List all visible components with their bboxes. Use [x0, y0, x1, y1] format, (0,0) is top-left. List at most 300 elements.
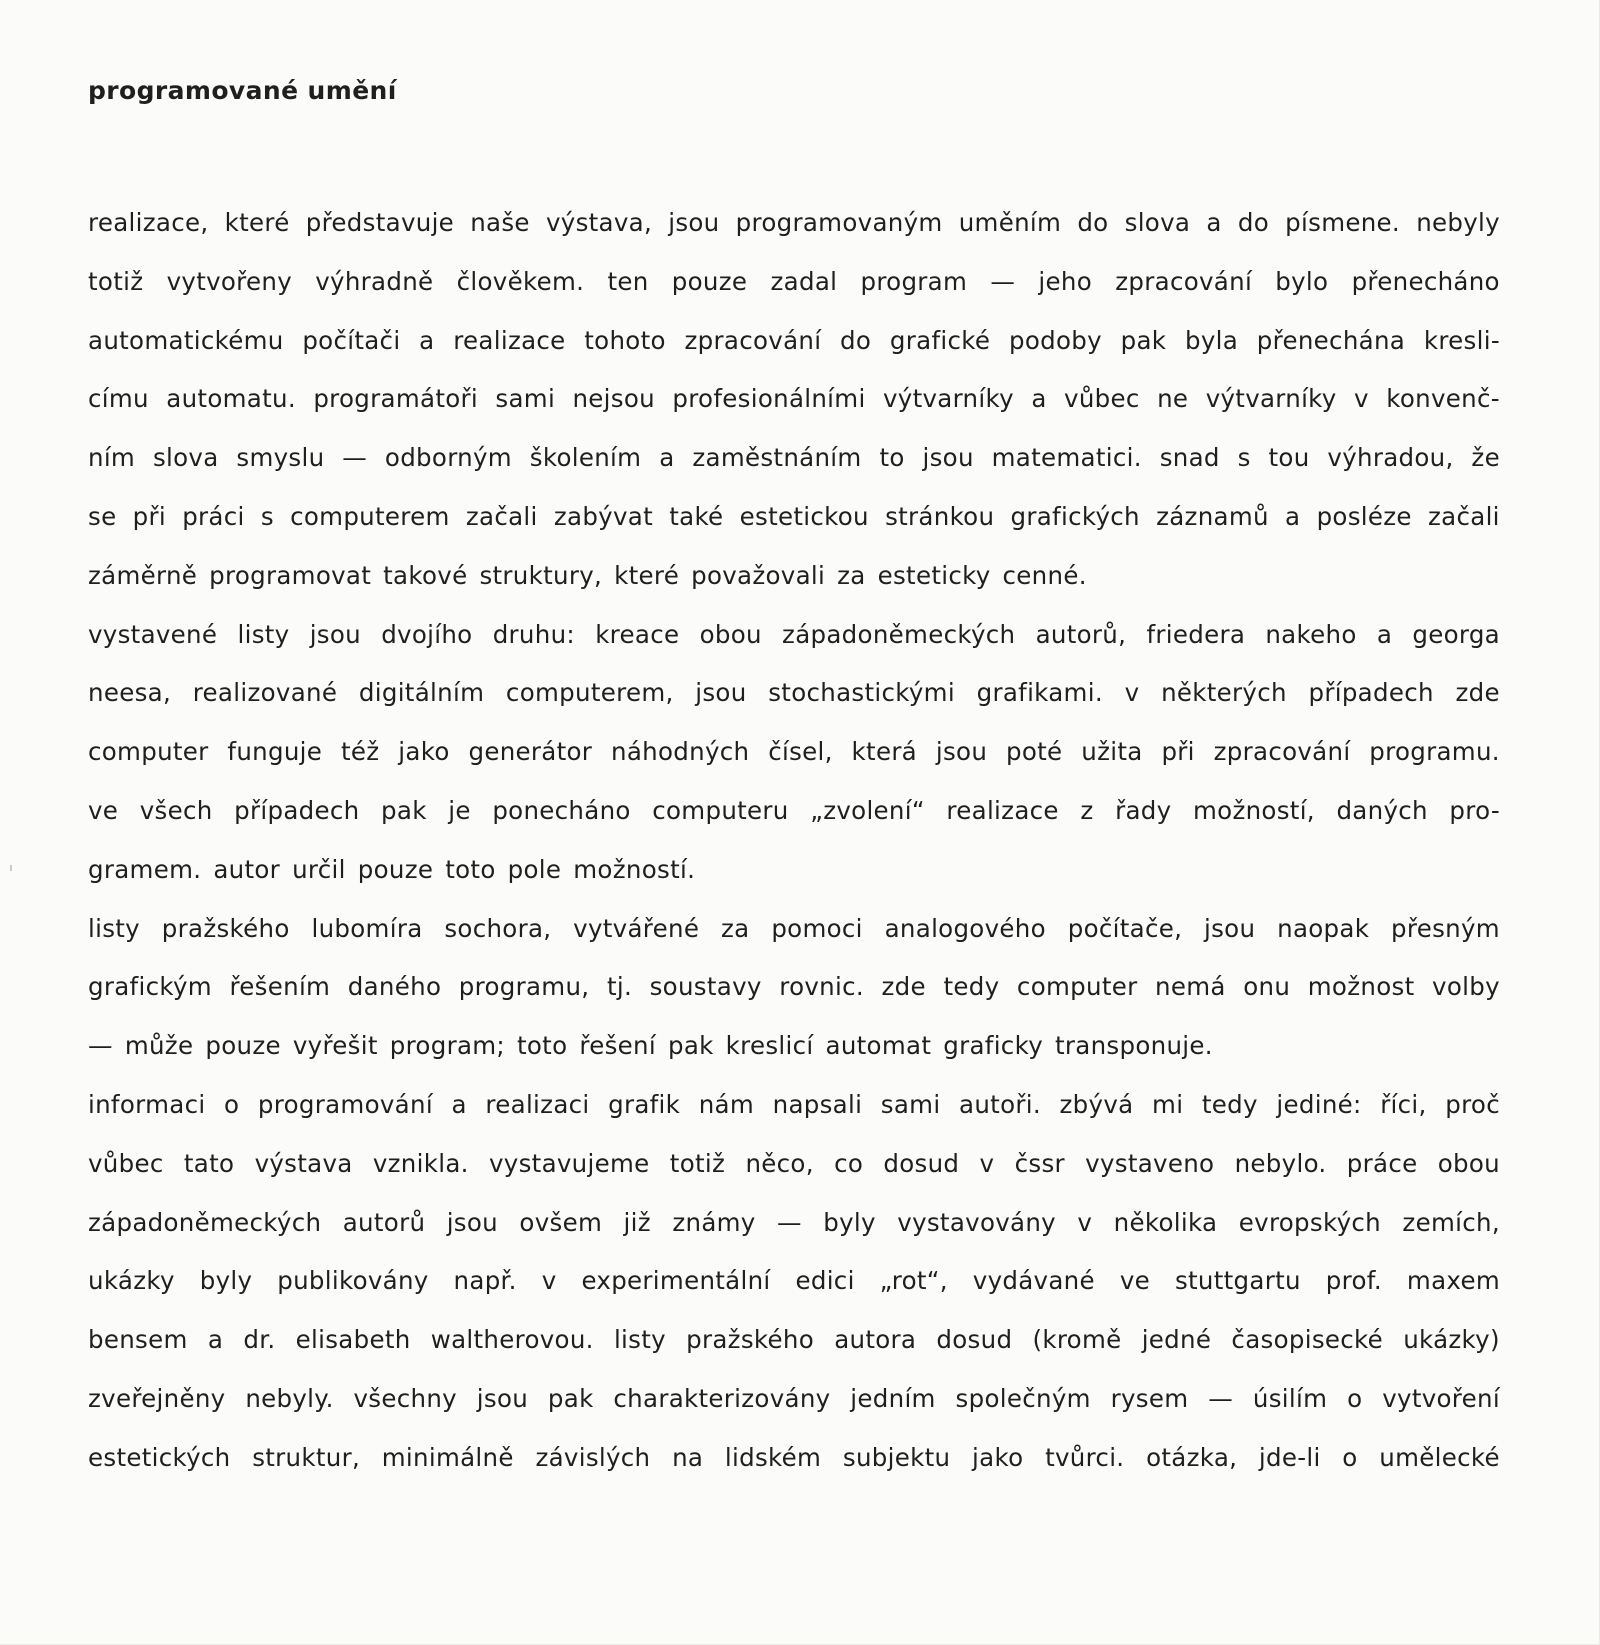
text-line — [88, 958, 1500, 1017]
word: vůbec — [1064, 384, 1140, 414]
word: vyřešit — [292, 1031, 378, 1061]
word: — — [777, 1207, 802, 1237]
text-line — [88, 1311, 1500, 1370]
word: počítače, — [1067, 913, 1183, 943]
word: snad — [1159, 443, 1220, 473]
word: waltherovou. — [430, 1325, 594, 1355]
word: ne — [1157, 384, 1189, 414]
word: případech — [1308, 678, 1434, 708]
word: toto — [445, 854, 496, 884]
word: např. — [453, 1266, 517, 1296]
word: rovnic. — [779, 972, 864, 1002]
word: nebyly — [1416, 208, 1500, 237]
word: elisabeth — [295, 1325, 411, 1355]
word: autor — [213, 854, 281, 884]
word: že — [1471, 443, 1500, 473]
word: „zvolení“ — [810, 795, 925, 825]
text-line — [88, 547, 1500, 606]
word: při — [1161, 737, 1195, 767]
word: naše — [470, 208, 530, 237]
word: realizované — [192, 678, 338, 708]
word: pak — [381, 795, 427, 825]
word: stuttgartu — [1174, 1266, 1301, 1296]
word: člověkem. — [456, 266, 585, 296]
word: grafik — [608, 1089, 681, 1119]
word: v — [541, 1266, 557, 1296]
word: smyslu — [236, 443, 325, 473]
word: pole — [507, 854, 562, 884]
word: druhu: — [492, 619, 575, 649]
word: za — [837, 560, 866, 590]
word: struktur, — [252, 1442, 361, 1472]
word: závislých — [535, 1442, 651, 1472]
word: proč — [1445, 1089, 1500, 1119]
word: odborným — [384, 443, 512, 473]
word: realizace — [453, 325, 566, 355]
word: slova — [1124, 208, 1191, 237]
word: jedním — [850, 1383, 936, 1413]
word: a — [207, 1325, 224, 1355]
text-line — [88, 1135, 1500, 1194]
text-line — [88, 606, 1500, 665]
word: autora — [834, 1325, 917, 1355]
word: stránkou — [885, 501, 995, 531]
word: graficky — [943, 1031, 1043, 1061]
word: kresli- — [1423, 325, 1500, 355]
word: konvenč- — [1386, 384, 1500, 414]
word: pak — [1120, 325, 1167, 355]
word: západoněmeckých — [88, 1207, 322, 1237]
page-title: programované umění — [88, 76, 397, 105]
word: též — [341, 737, 380, 767]
word: písmene. — [1285, 208, 1401, 237]
word: do — [840, 325, 872, 355]
word: ním — [88, 443, 136, 473]
word: zveřejněny — [88, 1383, 226, 1413]
word: výtvarníky — [882, 384, 1014, 414]
word: bylo — [1275, 266, 1329, 296]
word: — — [88, 1031, 113, 1061]
word: a — [451, 1089, 467, 1119]
word: představuje — [305, 208, 455, 237]
word: zpracování — [684, 325, 822, 355]
word: címu — [88, 384, 149, 414]
word: a — [1031, 384, 1047, 414]
word: sochora, — [444, 913, 552, 943]
word: otázka, — [1146, 1442, 1238, 1472]
word: — — [342, 443, 368, 473]
word: jsou — [668, 208, 720, 237]
text-line — [88, 370, 1500, 429]
word: pouze — [357, 854, 434, 884]
word: tedy — [1201, 1089, 1258, 1119]
word: za — [721, 913, 750, 943]
word: podoby — [1008, 325, 1102, 355]
word: počítači — [302, 325, 401, 355]
word: programátoři — [313, 384, 478, 414]
word: do — [1077, 208, 1109, 237]
word: transponuje. — [1055, 1031, 1213, 1061]
word: estetických — [88, 1442, 231, 1472]
word: (kromě — [1032, 1325, 1122, 1355]
word: — — [1208, 1383, 1234, 1413]
word: jeho — [1038, 266, 1093, 296]
word: pražského — [686, 1325, 814, 1355]
word: s — [260, 501, 274, 531]
word: realizaci — [485, 1089, 590, 1119]
text-line — [88, 1252, 1500, 1311]
word: program; — [389, 1031, 505, 1061]
word: zaměstnáním — [692, 443, 862, 473]
word: vydávané — [972, 1266, 1095, 1296]
word: vůbec — [88, 1148, 164, 1178]
word: takové — [383, 560, 468, 590]
word: programování — [257, 1089, 433, 1119]
word: řady — [1115, 795, 1172, 825]
text-line — [88, 664, 1500, 723]
word: ukázky — [88, 1266, 175, 1296]
word: byly — [823, 1207, 876, 1237]
text-line — [88, 841, 1500, 900]
word: výhradně — [315, 266, 434, 296]
word: pak — [547, 1383, 594, 1413]
word: slova — [152, 443, 219, 473]
word: to — [879, 443, 905, 473]
word: computer — [1016, 972, 1138, 1002]
word: v — [1354, 384, 1369, 414]
word: daného — [347, 972, 442, 1002]
word: a — [659, 443, 675, 473]
word: případech — [234, 795, 360, 825]
word: posléze — [1316, 501, 1412, 531]
word: tj. — [606, 972, 633, 1002]
word: programu, — [458, 972, 590, 1002]
word: generátor — [468, 737, 593, 767]
word: program — [860, 266, 968, 296]
word: v — [1077, 1207, 1093, 1237]
word: a — [1206, 208, 1222, 237]
word: pro- — [1449, 795, 1500, 825]
word: pak — [667, 1031, 714, 1061]
word: vystavujeme — [489, 1148, 650, 1178]
word: a — [1285, 501, 1301, 531]
word: o — [1342, 1442, 1358, 1472]
word: nemá — [1155, 972, 1226, 1002]
word: nakeho — [1265, 619, 1357, 649]
word: pomoci — [771, 913, 863, 943]
word: daných — [1336, 795, 1428, 825]
word: ponecháno — [492, 795, 631, 825]
word: toto — [516, 1031, 568, 1061]
word: nebylo. — [1234, 1148, 1327, 1178]
word: pražského — [161, 913, 290, 943]
word: rysem — [1110, 1383, 1189, 1413]
word: listy — [237, 619, 290, 649]
word: začali — [465, 501, 538, 531]
word: obou — [699, 619, 762, 649]
word: computeru — [652, 795, 789, 825]
word: kreslicí — [725, 1031, 814, 1061]
word: totiž — [88, 266, 144, 296]
margin-mark — [10, 865, 12, 871]
word: listy — [613, 1325, 666, 1355]
word: umělecké — [1379, 1442, 1500, 1472]
word: tvůrci. — [1045, 1442, 1125, 1472]
word: pouze — [671, 266, 748, 296]
word: cenné. — [1002, 560, 1087, 590]
word: dvojího — [381, 619, 473, 649]
word: profesionálními — [672, 384, 866, 414]
word: ukázky) — [1403, 1325, 1500, 1355]
text-line — [88, 488, 1500, 547]
text-line — [88, 900, 1500, 959]
word: listy — [88, 913, 140, 943]
word: jsou — [1204, 913, 1256, 943]
text-line — [88, 1370, 1500, 1429]
word: estetickou — [739, 501, 869, 531]
word: computerem, — [505, 678, 674, 708]
word: prof. — [1325, 1266, 1382, 1296]
word: které — [224, 208, 290, 237]
word: na — [672, 1442, 704, 1472]
word: byly — [199, 1266, 253, 1296]
word: napsali — [772, 1089, 863, 1119]
word: jako — [398, 737, 450, 767]
word: „rot“, — [879, 1266, 948, 1296]
word: lidském — [724, 1442, 822, 1472]
word: nejsou — [572, 384, 655, 414]
word: říci, — [1380, 1089, 1427, 1119]
word: řešením — [229, 972, 331, 1002]
word: totiž — [669, 1148, 726, 1178]
word: vystaveno — [1085, 1148, 1215, 1178]
text-line — [88, 723, 1500, 782]
word: realizace, — [88, 208, 209, 237]
word: tou — [1268, 443, 1310, 473]
word: mi — [1152, 1089, 1184, 1119]
word: je — [448, 795, 471, 825]
word: vystavené — [88, 619, 218, 649]
word: digitálním — [358, 678, 485, 708]
word: subjektu — [842, 1442, 951, 1472]
word: řešení — [579, 1031, 656, 1061]
word: které — [614, 560, 680, 590]
word: grafikami. — [976, 678, 1103, 708]
word: jsou — [309, 619, 361, 649]
word: jsou — [935, 737, 988, 767]
word: již — [623, 1207, 651, 1237]
word: co — [834, 1148, 864, 1178]
text-line — [88, 253, 1500, 312]
word: programovat — [209, 560, 372, 590]
word: zemích, — [1402, 1207, 1500, 1237]
word: zde — [1455, 678, 1500, 708]
text-line — [88, 429, 1500, 488]
word: zbývá — [1059, 1089, 1134, 1119]
word: sami — [880, 1089, 941, 1119]
word: záznamů — [1156, 501, 1269, 531]
word: možnost — [1307, 972, 1415, 1002]
word: ovšem — [519, 1207, 603, 1237]
word: stochastickými — [768, 678, 955, 708]
word: automatickému — [88, 325, 284, 355]
word: volby — [1432, 972, 1500, 1002]
word: považovali — [691, 560, 826, 590]
word: publikovány — [277, 1266, 429, 1296]
word: něco, — [745, 1148, 814, 1178]
text-line — [88, 1017, 1500, 1076]
word: v — [979, 1148, 995, 1178]
word: bensem — [88, 1325, 188, 1355]
word: dosud — [936, 1325, 1013, 1355]
word: všechny — [353, 1383, 457, 1413]
word: a — [1376, 619, 1393, 649]
word: jediné: — [1276, 1089, 1362, 1119]
word: určil — [292, 854, 346, 884]
word: čísel, — [768, 737, 833, 767]
word: struktury, — [479, 560, 603, 590]
word: možností, — [1192, 795, 1315, 825]
word: edici — [795, 1266, 855, 1296]
word: realizace — [946, 795, 1059, 825]
word: možností. — [573, 854, 696, 884]
word: časopisecké — [1231, 1325, 1384, 1355]
word: grafické — [889, 325, 991, 355]
word: automatu. — [166, 384, 296, 414]
word: o — [1347, 1383, 1363, 1413]
text-line — [88, 1429, 1500, 1488]
word: neesa, — [88, 678, 172, 708]
word: práce — [1346, 1148, 1418, 1178]
word: ve — [1119, 1266, 1150, 1296]
word: zadal — [770, 266, 838, 296]
word: computerem — [290, 501, 450, 531]
word: několika — [1113, 1207, 1218, 1237]
word: užita — [1081, 737, 1143, 767]
text-line — [88, 782, 1500, 841]
word: dosud — [883, 1148, 960, 1178]
word: tedy — [943, 972, 1000, 1002]
word: začali — [1428, 501, 1500, 531]
word: autorů — [342, 1207, 426, 1237]
word: společným — [955, 1383, 1091, 1413]
word: matematici. — [991, 443, 1142, 473]
word: z — [1080, 795, 1094, 825]
text-line — [88, 194, 1500, 253]
word: kreace — [595, 619, 680, 649]
word: školením — [529, 443, 642, 473]
word: vytvoření — [1382, 1383, 1500, 1413]
word: výhradou, — [1327, 443, 1454, 473]
word: uměním — [958, 208, 1062, 237]
word: jedné — [1141, 1325, 1212, 1355]
word: zpracování — [1115, 266, 1253, 296]
word: pouze — [205, 1031, 281, 1061]
word: vznikla. — [372, 1148, 469, 1178]
word: obou — [1437, 1148, 1500, 1178]
word: ve — [88, 795, 119, 825]
word: — — [990, 266, 1016, 296]
word: jde-li — [1258, 1442, 1321, 1472]
word: experimentální — [581, 1266, 771, 1296]
word: může — [124, 1031, 194, 1061]
word: nám — [698, 1089, 755, 1119]
word: zabývat — [553, 501, 654, 531]
word: naopak — [1277, 913, 1370, 943]
word: práci — [182, 501, 245, 531]
word: všech — [139, 795, 213, 825]
word: zpracování — [1213, 737, 1351, 767]
word: některých — [1161, 678, 1287, 708]
word: jsou — [446, 1207, 498, 1237]
word: evropských — [1238, 1207, 1381, 1237]
word: friedera — [1146, 619, 1246, 649]
word: známy — [672, 1207, 756, 1237]
word: poté — [1006, 737, 1063, 767]
word: čssr — [1014, 1148, 1065, 1178]
word: při — [132, 501, 166, 531]
word: výstava — [254, 1148, 353, 1178]
word: přenechána — [1256, 325, 1406, 355]
word: úsilím — [1252, 1383, 1328, 1413]
word: vystavovány — [897, 1207, 1056, 1237]
word: v — [1124, 678, 1140, 708]
word: ten — [607, 266, 649, 296]
word: funguje — [227, 737, 323, 767]
word: náhodných — [611, 737, 750, 767]
word: tohoto — [584, 325, 666, 355]
word: esteticky — [877, 560, 991, 590]
text-line — [88, 312, 1500, 371]
word: autorů, — [1035, 619, 1127, 649]
word: výtvarníky — [1205, 384, 1337, 414]
word: sami — [495, 384, 556, 414]
word: se — [88, 501, 117, 531]
word: přesným — [1391, 913, 1500, 943]
word: byla — [1185, 325, 1239, 355]
word: a — [419, 325, 435, 355]
word: zde — [881, 972, 926, 1002]
word: záměrně — [88, 560, 198, 590]
word: jsou — [922, 443, 974, 473]
word: analogového — [884, 913, 1046, 943]
word: automat — [825, 1031, 932, 1061]
word: soustavy — [649, 972, 762, 1002]
word: grafickým — [88, 972, 212, 1002]
word: s — [1237, 443, 1251, 473]
word: nebyly. — [245, 1383, 334, 1413]
word: o — [224, 1089, 240, 1119]
word: západoněmeckých — [782, 619, 1016, 649]
word: výstava, — [545, 208, 653, 237]
word: do — [1237, 208, 1270, 237]
word: gramem. — [88, 854, 202, 884]
word: jsou — [476, 1383, 529, 1413]
word: která — [851, 737, 918, 767]
word: minimálně — [381, 1442, 514, 1472]
word: computer — [88, 737, 209, 767]
text-line — [88, 1076, 1500, 1135]
word: informaci — [88, 1089, 206, 1119]
word: georga — [1412, 619, 1500, 649]
word: tato — [183, 1148, 235, 1178]
word: programu. — [1369, 737, 1500, 767]
word: maxem — [1406, 1266, 1500, 1296]
word: programovaným — [735, 208, 943, 237]
word: dr. — [243, 1325, 276, 1355]
word: lubomíra — [311, 913, 423, 943]
word: také — [669, 501, 724, 531]
